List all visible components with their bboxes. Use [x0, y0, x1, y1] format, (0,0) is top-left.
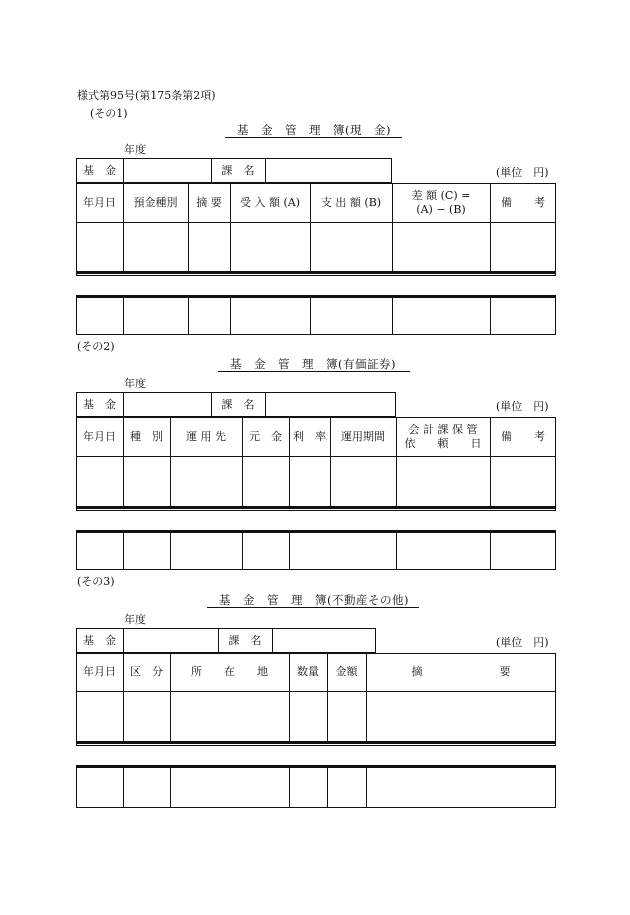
col-header: 運 用 先 [186, 429, 226, 443]
title-underline-2 [218, 371, 410, 372]
col-header: 預金種別 [133, 195, 178, 209]
col-header: 数量 [297, 665, 319, 679]
col-header: 年月日 [83, 195, 116, 209]
col-header: 支 出 額 (B) [320, 195, 382, 209]
year-label-1: 年度 [124, 143, 146, 156]
section-title-1: 基 金 管 理 簿(現 金) [237, 123, 391, 137]
section-name-label-2: 課 名 [221, 397, 255, 411]
title-underline-1 [225, 137, 402, 138]
part-label-3: (その3) [77, 575, 115, 588]
unit-label-1: (単位 円) [496, 166, 549, 179]
section-name-label-3: 課 名 [228, 633, 262, 647]
section-title-2: 基 金 管 理 簿(有価証券) [230, 357, 396, 371]
title-underline-3 [207, 607, 419, 608]
col-header: 備 考 [501, 195, 545, 209]
col-header: 差 額 (C) = (A) − (B) [411, 188, 471, 216]
col-header: 利 率 [293, 429, 326, 443]
col-header: 年月日 [83, 429, 116, 443]
section-name-label-1: 課 名 [221, 163, 255, 177]
col-header: 摘 要 [196, 195, 222, 209]
year-label-3: 年度 [124, 613, 146, 626]
unit-label-2: (単位 円) [496, 400, 549, 413]
form-label: 様式第95号(第175条第2項) [77, 89, 216, 102]
col-header: 種 別 [130, 429, 163, 443]
col-header: 会 計 課 保 管 依 頼 日 [404, 422, 482, 450]
col-header: 元 金 [249, 429, 282, 443]
section-title-3: 基 金 管 理 簿(不動産その他) [219, 593, 409, 607]
col-header: 金額 [335, 665, 358, 679]
part-label-2: (その2) [77, 340, 115, 353]
unit-label-3: (単位 円) [496, 636, 549, 649]
fund-label-2: 基 金 [83, 397, 116, 411]
col-header: 区 分 [130, 665, 163, 679]
col-header: 受 入 額 (A) [239, 195, 301, 209]
continuation-table-3 [76, 765, 556, 808]
col-header: 所 在 地 [191, 665, 268, 679]
year-label-2: 年度 [124, 377, 146, 390]
col-header: 年月日 [83, 665, 116, 679]
fund-label-3: 基 金 [83, 633, 116, 647]
fund-label-1: 基 金 [83, 163, 116, 177]
continuation-table-1 [76, 295, 556, 335]
col-header: 運用期間 [341, 429, 385, 443]
continuation-table-2 [76, 530, 556, 570]
col-header: 備 考 [501, 429, 545, 443]
part-label-1: (その1) [90, 107, 128, 120]
col-header: 摘 要 [411, 665, 511, 679]
